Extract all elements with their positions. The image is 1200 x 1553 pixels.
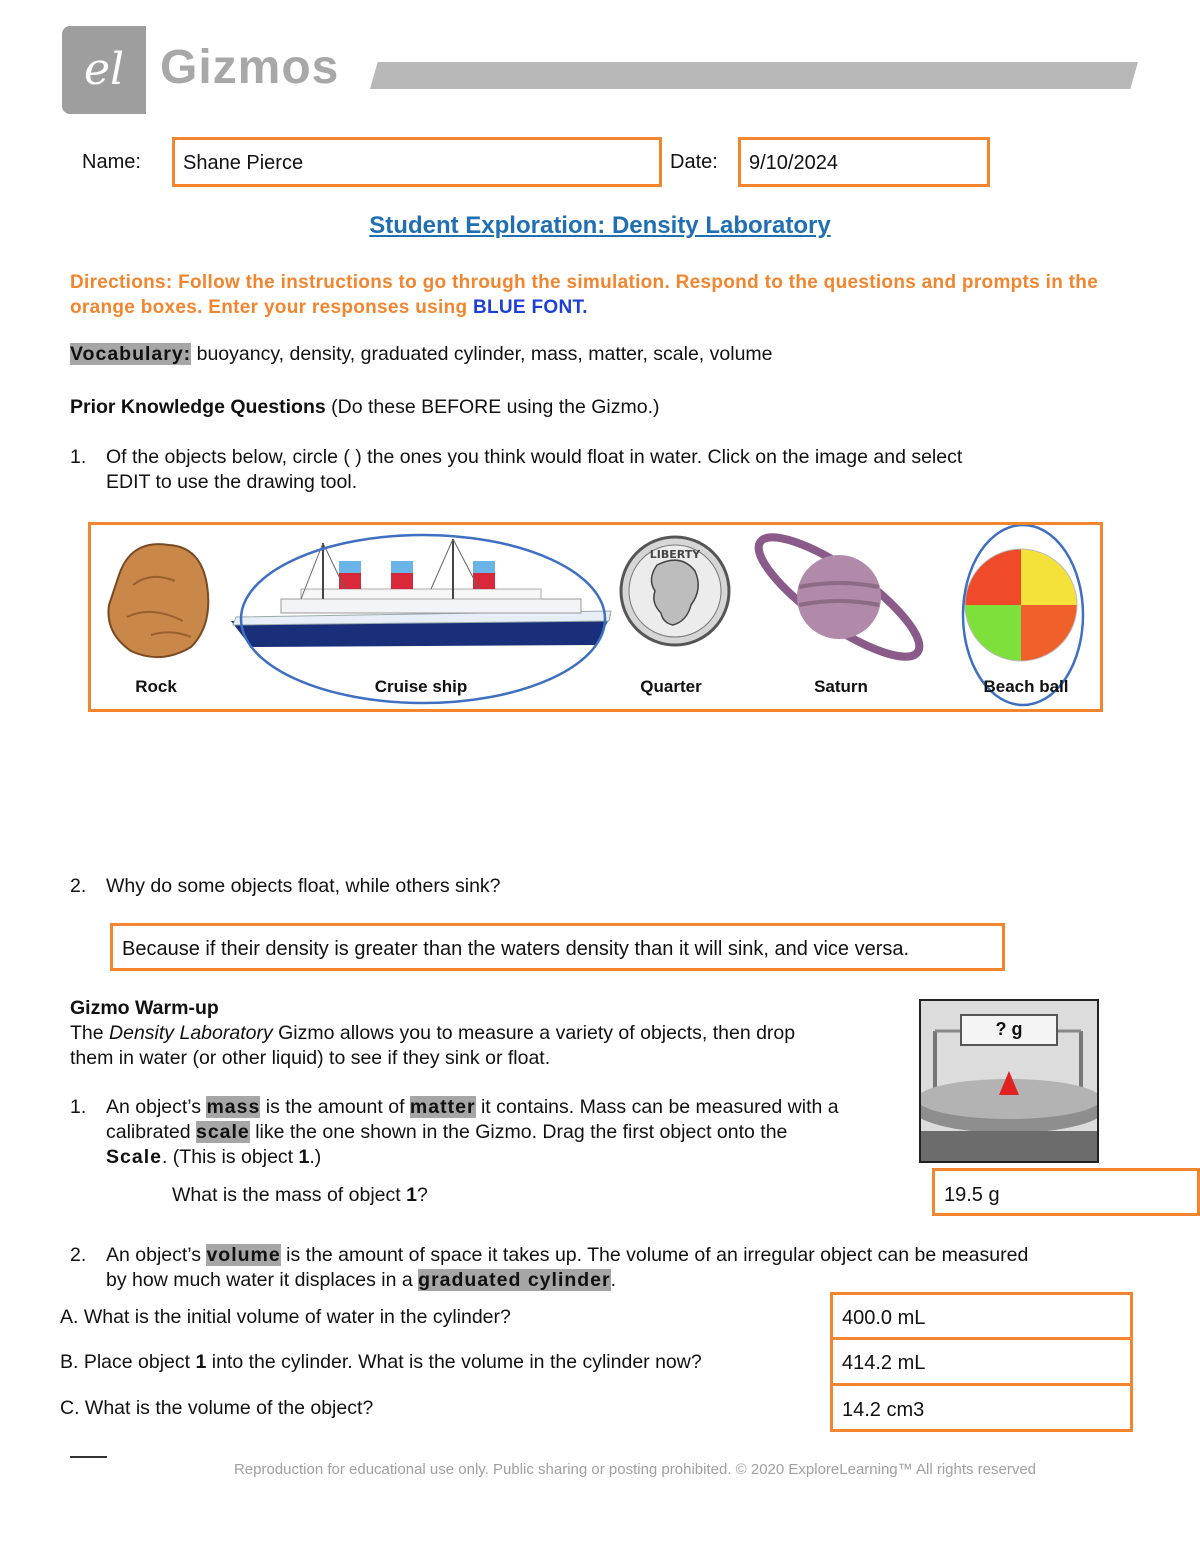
footer-copyright: Reproduction for educational use only. Public sharing or posting prohibited. © 2020 ExploreLearning™ All rights reserved — [233, 1461, 1037, 1478]
question-number: 1. — [70, 446, 87, 468]
vocabulary-label: Vocabulary: — [70, 343, 192, 365]
keyword-matter: matter — [409, 1096, 476, 1118]
logo-wordmark: Gizmos — [160, 41, 340, 94]
scale-display: ? g — [995, 1019, 1023, 1039]
mass-answer: 19.5 g — [944, 1184, 1000, 1206]
scale-image[interactable] — [919, 999, 1099, 1163]
date-value: 9/10/2024 — [749, 152, 838, 174]
header-bar — [370, 62, 1138, 89]
name-field[interactable] — [172, 137, 662, 187]
w2-question-c: C. What is the volume of the object? — [60, 1397, 374, 1419]
q1-line1: Of the objects below, circle ( ) the ones you think would float in water. Click on the image and select — [106, 446, 963, 468]
object-number: 1 — [298, 1146, 310, 1168]
w1-text: An object’s — [106, 1096, 207, 1118]
vocabulary — [70, 342, 1150, 367]
svg-text:LIBERTY: LIBERTY — [649, 548, 701, 561]
objects-image-box[interactable] — [88, 522, 1103, 712]
page-title: Student Exploration: Density Laboratory — [369, 212, 831, 239]
q1-line2: EDIT to use the drawing tool. — [106, 471, 358, 493]
saturn-image — [744, 525, 933, 675]
q2-question: Why do some objects float, while others sink? — [106, 875, 501, 897]
directions-blue-font: BLUE FONT. — [472, 297, 588, 318]
w2-text: by how much water it displaces in a — [106, 1269, 419, 1291]
objects-illustration — [91, 525, 1100, 709]
name-value: Shane Pierce — [183, 152, 304, 174]
object-volume-answer: 14.2 cm3 — [842, 1399, 925, 1421]
w2-text: is the amount of space it takes up. The volume of an irregular object can be measured — [280, 1244, 1029, 1266]
object-volume-answer-box[interactable] — [830, 1383, 1133, 1432]
object-label-quarter: Quarter — [640, 677, 702, 696]
directions — [70, 270, 1130, 320]
q2-answer: Because if their density is greater than the waters density than it will sink, and vice versa. — [122, 938, 910, 960]
gizmo-name: Density Laboratory — [109, 1022, 273, 1044]
date-label: Date: — [670, 151, 718, 173]
vocabulary-terms: buoyancy, density, graduated cylinder, mass, matter, scale, volume — [191, 343, 773, 365]
warmup-pre: The — [70, 1022, 110, 1044]
q2-answer-box[interactable] — [110, 923, 1005, 971]
object-number: 1 — [195, 1351, 207, 1373]
warmup-line2: them in water (or other liquid) to see if they sink or float. — [70, 1047, 551, 1069]
warmup-post: Gizmo allows you to measure a variety of objects, then drop — [272, 1022, 796, 1044]
keyword-graduated-cylinder: graduated cylinder — [418, 1269, 611, 1291]
prior-note: (Do these BEFORE using the Gizmo.) — [325, 396, 660, 418]
beach-ball-image — [965, 549, 1077, 661]
mass-answer-box[interactable] — [932, 1168, 1200, 1216]
warmup-heading: Gizmo Warm-up — [70, 997, 219, 1019]
w1-question — [172, 1183, 428, 1208]
w1-text: . (This is object — [161, 1146, 299, 1168]
w2-question-a: A. What is the initial volume of water in the cylinder? — [60, 1306, 511, 1328]
object-label-beach-ball: Beach ball — [983, 677, 1069, 696]
object-label-saturn: Saturn — [814, 677, 868, 696]
new-volume-answer-box[interactable] — [830, 1337, 1133, 1386]
object-label-rock: Rock — [135, 677, 177, 696]
date-field[interactable] — [738, 137, 990, 187]
keyword-mass: mass — [206, 1096, 261, 1118]
keyword-scale-bold: Scale — [106, 1146, 162, 1168]
question-number: 1. — [70, 1096, 87, 1118]
w1-line1 — [106, 1095, 916, 1120]
name-label: Name: — [82, 151, 141, 173]
prior-knowledge-heading — [70, 395, 660, 420]
w2-line1 — [106, 1243, 1166, 1268]
w1-text: like the one shown in the Gizmo. Drag the first object onto the — [249, 1121, 788, 1143]
w2-line2 — [106, 1268, 616, 1293]
warmup-intro — [70, 1021, 910, 1046]
w2-text: . — [610, 1269, 617, 1291]
w1-text: .) — [309, 1146, 322, 1168]
question-number: 2. — [70, 1244, 87, 1266]
w1-q-text: What is the mass of object — [172, 1184, 407, 1206]
quarter-image — [621, 537, 729, 645]
logo-glyph: el — [83, 44, 125, 95]
prior-heading: Prior Knowledge Questions — [70, 396, 326, 418]
w1-q-text: ? — [416, 1184, 428, 1206]
initial-volume-answer: 400.0 mL — [842, 1307, 926, 1329]
w1-text: is the amount of — [260, 1096, 410, 1118]
w1-line3 — [106, 1145, 321, 1170]
rock-image — [108, 544, 208, 657]
w1-text: it contains. Mass can be measured with a — [475, 1096, 839, 1118]
object-label-cruise-ship: Cruise ship — [374, 677, 468, 696]
new-volume-answer: 414.2 mL — [842, 1352, 926, 1374]
w1-text: calibrated — [106, 1121, 196, 1143]
w2-text: An object’s — [106, 1244, 207, 1266]
keyword-volume: volume — [206, 1244, 281, 1266]
footnote-rule — [70, 1456, 107, 1458]
w2-question-b — [60, 1350, 702, 1375]
w1-line2 — [106, 1120, 916, 1145]
initial-volume-answer-box[interactable] — [830, 1292, 1133, 1340]
cruise-ship-image — [231, 539, 611, 647]
w2-b-text: B. Place object — [60, 1351, 196, 1373]
w2-b-text: into the cylinder. What is the volume in the cylinder now? — [206, 1351, 702, 1373]
question-number: 2. — [70, 875, 87, 897]
directions-text: Directions: Follow the instructions to go through the simulation. Respond to the questions and prompts in the orange boxes. Enter your responses using — [70, 272, 1099, 318]
object-number: 1 — [406, 1184, 417, 1206]
keyword-scale: scale — [195, 1121, 250, 1143]
